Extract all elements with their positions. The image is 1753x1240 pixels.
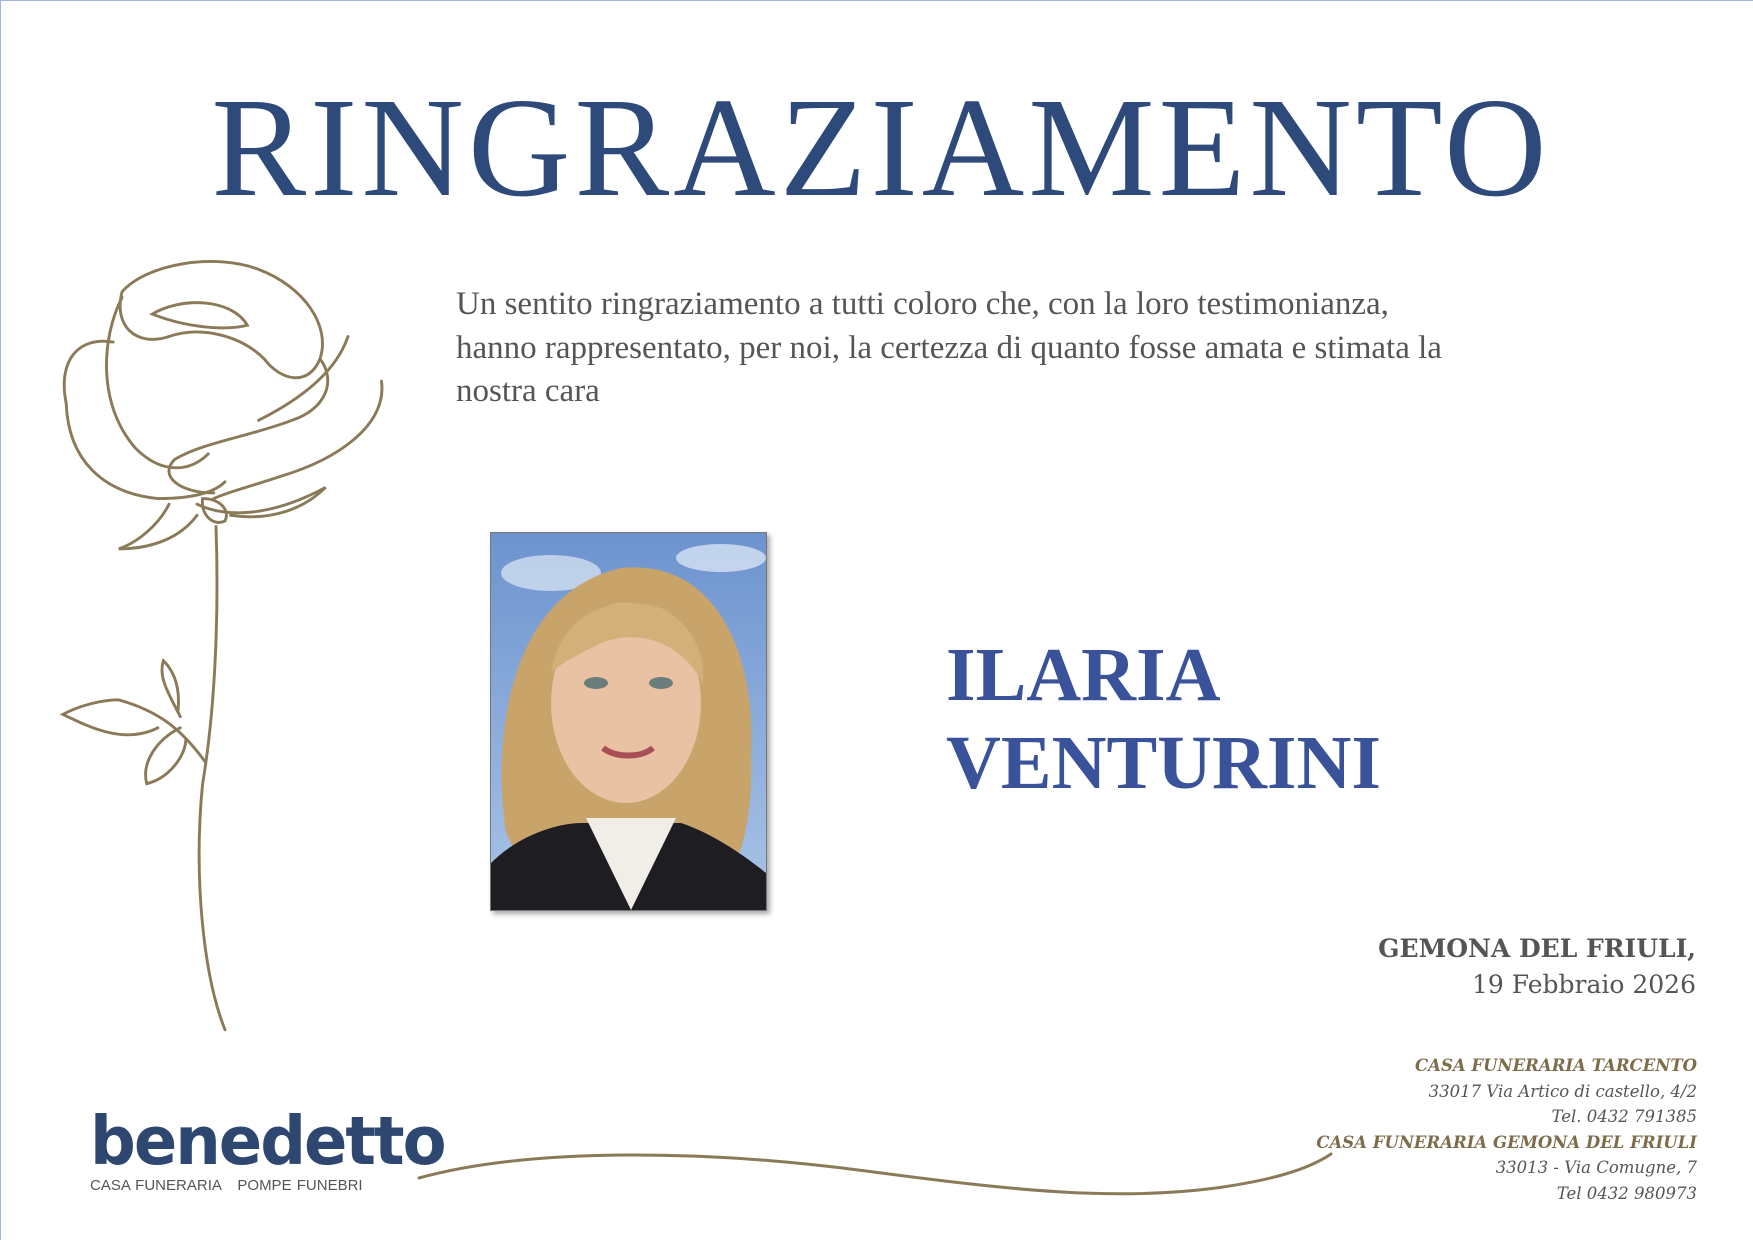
logo-wordmark: benedetto — [90, 1103, 445, 1181]
funeral-home-contacts — [1316, 1053, 1697, 1207]
deceased-name — [946, 631, 1381, 807]
funeral-home-address: 33013 - Via Comugne, 7 — [1495, 1158, 1697, 1178]
benedetto-logo — [90, 1103, 445, 1194]
funeral-home-name: CASA FUNERARIA GEMONA DEL FRIULI — [1316, 1132, 1697, 1152]
logo-subtitle-2: POMPE FUNEBRI — [237, 1177, 363, 1194]
portrait-photo — [490, 532, 767, 911]
thank-you-message: Un sentito ringraziamento a tutti coloro che, con la loro testimonianza, hanno rappresentato, per noi, la certezza di quanto fosse amata e stimata la nostra cara — [456, 286, 1442, 409]
last-name: VENTURINI — [946, 721, 1381, 805]
page-title: RINGRAZIAMENTO — [211, 68, 1551, 226]
date: 19 Febbraio 2026 — [1471, 970, 1696, 999]
decorative-wave — [416, 1146, 1336, 1201]
city: GEMONA DEL FRIULI, — [1378, 934, 1696, 963]
first-name: ILARIA — [946, 633, 1221, 717]
funeral-home-phone: Tel 0432 980973 — [1556, 1183, 1697, 1203]
funeral-home-address: 33017 Via Artico di castello, 4/2 — [1428, 1081, 1697, 1101]
rose-illustration — [1, 1, 421, 1061]
funeral-home-name: CASA FUNERARIA TARCENTO — [1415, 1056, 1697, 1075]
logo-subtitle-1: CASA FUNERARIA — [90, 1177, 222, 1194]
funeral-home-phone: Tel. 0432 791385 — [1551, 1107, 1697, 1127]
place-and-date — [1378, 931, 1696, 1003]
